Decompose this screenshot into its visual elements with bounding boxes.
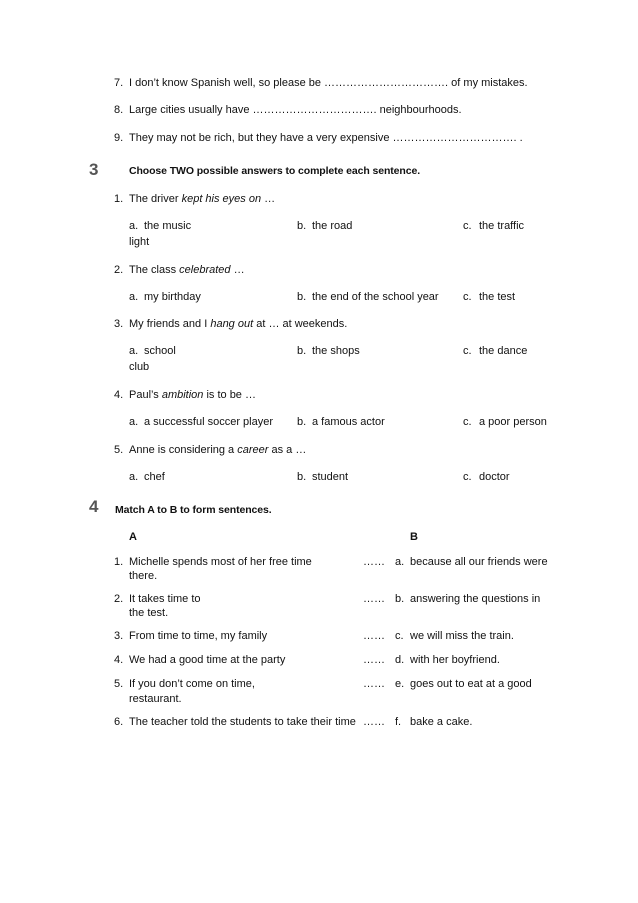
match-number: 6. xyxy=(114,716,124,728)
option-text: my birthday xyxy=(144,291,201,303)
question-stem: Paul’s ambition is to be … xyxy=(129,389,256,401)
option-text: the road xyxy=(312,220,353,232)
match-number: 2. xyxy=(114,593,124,605)
match-a-text: We had a good time at the party xyxy=(129,654,286,666)
option-letter: c. xyxy=(463,471,472,483)
option-text: the shops xyxy=(312,345,360,357)
option-letter: a. xyxy=(129,291,139,303)
section-number: 3 xyxy=(89,160,99,179)
question-number: 3. xyxy=(114,318,124,330)
option-letter: b. xyxy=(297,345,307,357)
question-number: 9. xyxy=(114,132,124,144)
match-b-text: we will miss the train. xyxy=(410,630,514,642)
question-text: Large cities usually have ……………………………. neighbourhoods. xyxy=(129,104,462,116)
question-number: 8. xyxy=(114,104,124,116)
match-b-text: because all our friends were xyxy=(410,556,548,568)
option-text-wrap: club xyxy=(129,361,150,373)
match-a-text: From time to time, my family xyxy=(129,630,268,642)
question-stem: Anne is considering a career as a … xyxy=(129,444,307,456)
option-letter: a. xyxy=(129,416,139,428)
match-a-text: Michelle spends most of her free time xyxy=(129,556,312,568)
match-a-text-wrap: the test. xyxy=(129,607,169,619)
option-text: a successful soccer player xyxy=(144,416,273,428)
match-number: 1. xyxy=(114,556,124,568)
answer-blank: …… xyxy=(363,630,385,642)
match-a-text: The teacher told the students to take their time xyxy=(129,716,356,728)
match-letter: a. xyxy=(395,556,405,568)
option-letter: a. xyxy=(129,471,139,483)
question-text: I don’t know Spanish well, so please be ……………………………. of my mistakes. xyxy=(129,77,528,89)
answer-blank: …… xyxy=(363,593,385,605)
match-b-text: goes out to eat at a good xyxy=(410,678,532,690)
option-letter: a. xyxy=(129,345,139,357)
option-text-wrap: light xyxy=(129,236,150,248)
match-a-text: If you don’t come on time, xyxy=(129,678,255,690)
question-number: 4. xyxy=(114,389,124,401)
option-text: student xyxy=(312,471,349,483)
option-text: the end of the school year xyxy=(312,291,439,303)
match-b-text: with her boyfriend. xyxy=(410,654,500,666)
question-number: 1. xyxy=(114,193,124,205)
option-letter: c. xyxy=(463,220,472,232)
match-letter: f. xyxy=(395,716,402,728)
section-title: Choose TWO possible answers to complete each sentence. xyxy=(129,165,421,177)
match-letter: b. xyxy=(395,593,405,605)
option-letter: c. xyxy=(463,345,472,357)
answer-blank: …… xyxy=(363,716,385,728)
question-stem: The driver kept his eyes on … xyxy=(129,193,276,205)
option-letter: c. xyxy=(463,416,472,428)
question-stem: My friends and I hang out at … at weekends. xyxy=(129,318,348,330)
match-b-text: answering the questions in xyxy=(410,593,541,605)
option-text: a famous actor xyxy=(312,416,385,428)
match-number: 5. xyxy=(114,678,124,690)
match-letter: d. xyxy=(395,654,405,666)
column-header-b: B xyxy=(410,531,418,543)
question-number: 2. xyxy=(114,264,124,276)
match-b-text: bake a cake. xyxy=(410,716,473,728)
match-letter: e. xyxy=(395,678,405,690)
question-number: 5. xyxy=(114,444,124,456)
option-letter: c. xyxy=(463,291,472,303)
answer-blank: …… xyxy=(363,678,385,690)
answer-blank: …… xyxy=(363,654,385,666)
match-number: 4. xyxy=(114,654,124,666)
option-text: doctor xyxy=(479,471,510,483)
match-a-text-wrap: restaurant. xyxy=(129,693,182,705)
option-text: a poor person xyxy=(479,416,547,428)
question-text: They may not be rich, but they have a very expensive ……………………………. . xyxy=(129,132,523,144)
option-text: the test xyxy=(479,291,516,303)
answer-blank: …… xyxy=(363,556,385,568)
option-text: the traffic xyxy=(479,220,525,232)
question-stem: The class celebrated … xyxy=(129,264,245,276)
option-text: the music xyxy=(144,220,192,232)
option-text: chef xyxy=(144,471,165,483)
option-text: the dance xyxy=(479,345,528,357)
match-a-text-wrap: there. xyxy=(129,570,158,582)
section-number: 4 xyxy=(89,497,99,516)
option-letter: b. xyxy=(297,416,307,428)
match-a-text: It takes time to xyxy=(129,593,201,605)
section-title: Match A to B to form sentences. xyxy=(115,504,272,516)
option-letter: a. xyxy=(129,220,139,232)
match-number: 3. xyxy=(114,630,124,642)
option-letter: b. xyxy=(297,291,307,303)
option-letter: b. xyxy=(297,220,307,232)
column-header-a: A xyxy=(129,531,137,543)
match-letter: c. xyxy=(395,630,404,642)
option-text: school xyxy=(144,345,176,357)
option-letter: b. xyxy=(297,471,307,483)
question-number: 7. xyxy=(114,77,124,89)
